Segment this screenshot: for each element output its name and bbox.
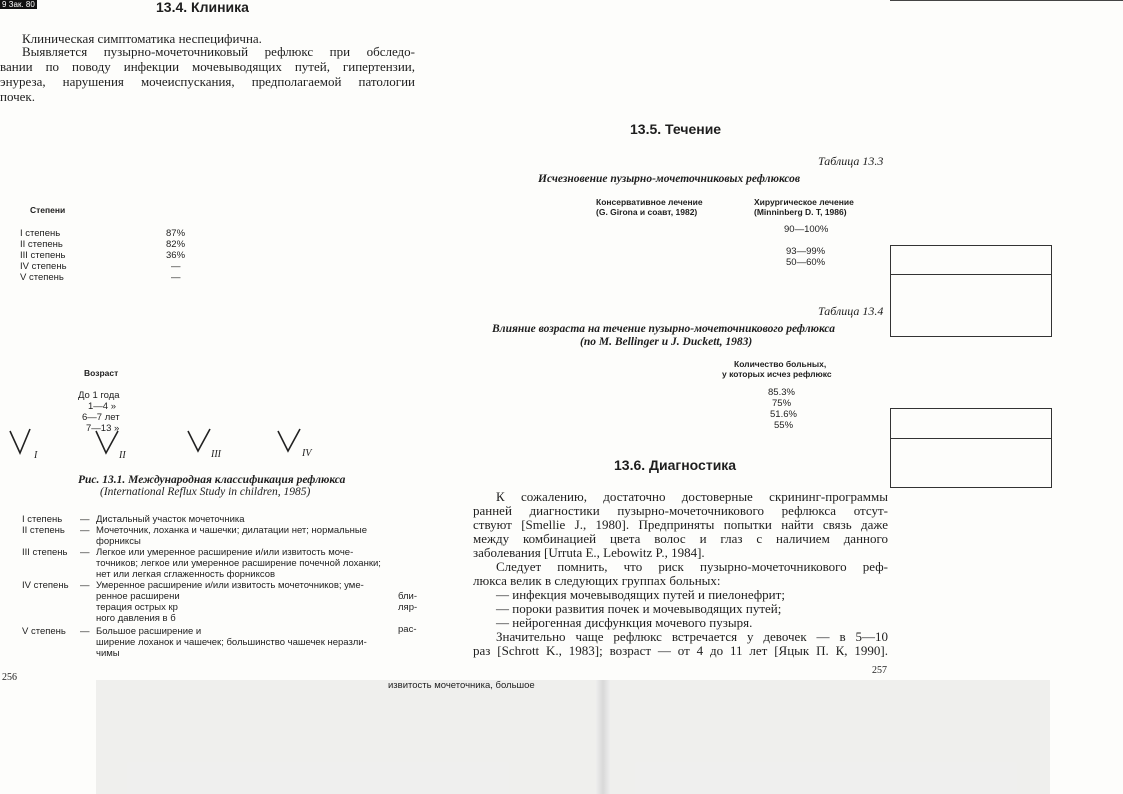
table-13-3-value: 90—100% xyxy=(784,224,829,235)
degree-label: I степень xyxy=(20,228,61,239)
paragraph-line: раз [Schrott K., 1983]; возраст — от 4 до 11 лет [Яцык П. К, 1990]. xyxy=(473,643,888,658)
legend-text: Дистальный участок мочеточника xyxy=(96,514,245,525)
table-13-4-value: 55% xyxy=(774,420,794,431)
age-table-header: Возраст xyxy=(84,368,119,378)
list-item: — нейрогенная дисфункция мочевого пузыря. xyxy=(496,615,753,630)
legend-text: форниксы xyxy=(96,536,141,547)
paragraph-line: почек. xyxy=(0,89,35,104)
table-13-4-col-sub: у которых исчез рефлюкс xyxy=(722,369,832,379)
figure-label-iii: III xyxy=(211,449,221,460)
paragraph-line: заболевания [Urruta E., Lebowitz P., 1984]. xyxy=(473,545,705,560)
legend-text: Легкое или умеренное расширение и/или извитость моче- xyxy=(96,547,354,558)
paragraph-line: ранней диагностики пузырно-мочеточникового рефлюкса отсут- xyxy=(473,503,888,518)
degree-table-header: Степени xyxy=(30,205,66,215)
table-13-4-col-head: Количество больных, xyxy=(734,359,827,369)
legend-grade: II степень xyxy=(22,525,65,536)
table-frame-upper xyxy=(890,245,1052,337)
legend-text: чимы xyxy=(96,648,120,659)
table-13-4-value: 85.3% xyxy=(768,387,795,398)
table-13-3-col1-sub: (G. Girona и соавт, 1982) xyxy=(596,207,698,217)
degree-label: V степень xyxy=(20,272,64,283)
paragraph-line: энуреза, нарушения мочеиспускания, предполагаемой патологии xyxy=(0,74,415,89)
bottom-fragment-text: извитость мочеточника, большое xyxy=(388,680,535,691)
page-stamp: 9 Зак. 80 xyxy=(2,0,35,9)
table-13-4-subtitle: (по M. Bellinger и J. Duckett, 1983) xyxy=(580,336,753,348)
table-frame-lower xyxy=(890,408,1052,488)
legend-grade: V степень xyxy=(22,626,66,637)
table-13-4-title: Влияние возраста на течение пузырно-мочеточникового рефлюкса xyxy=(492,323,835,335)
paragraph-line: люкса велик в следующих группах больных: xyxy=(473,573,721,588)
ureter-sketch-iii xyxy=(188,429,210,451)
legend-text: Мочеточник, лоханка и чашечки; дилатации нет; нормальные xyxy=(96,525,368,536)
figure-label-i: I xyxy=(34,450,38,461)
page-gutter xyxy=(596,680,610,794)
table-13-3-value: 93—99% xyxy=(786,246,826,257)
figure-label-iv: IV xyxy=(302,448,312,459)
legend-grade: IV степень xyxy=(22,580,69,591)
table-13-4-value: 75% xyxy=(772,398,792,409)
table-frame-lower-divider xyxy=(890,438,1052,439)
top-rule xyxy=(890,0,1123,1)
table-13-3-col2-sub: (Minninberg D. T, 1986) xyxy=(754,207,847,217)
degree-label: IV степень xyxy=(20,261,67,272)
legend-text: терация острых кр xyxy=(96,602,178,613)
list-item: — пороки развития почек и мочевыводящих путей; xyxy=(496,601,782,616)
table-13-4-value: 51.6% xyxy=(770,409,797,420)
legend-fragment: ляр- xyxy=(398,602,418,613)
list-item: — инфекция мочевыводящих путей и пиелонефрит; xyxy=(496,587,785,602)
figure-label-ii: II xyxy=(119,450,126,461)
paragraph-line: вании по поводу инфекции мочевыводящих путей, гипертензии, xyxy=(0,59,415,74)
table-13-3-value: 50—60% xyxy=(786,257,826,268)
ureter-sketch-i xyxy=(10,429,30,453)
table-frame-divider xyxy=(890,274,1052,275)
age-row: 1—4 » xyxy=(88,401,116,412)
degree-label: II степень xyxy=(20,239,63,250)
legend-dash: — xyxy=(80,525,90,536)
table-13-3-label: Таблица 13.3 xyxy=(818,154,884,168)
paragraph-line: между комбинацией цвета волос и глаз с наличием данного xyxy=(473,531,888,546)
figure-caption: Рис. 13.1. Международная классификация рефлюкса xyxy=(78,474,346,486)
legend-text: ного давления в б xyxy=(96,613,176,624)
legend-grade: I степень xyxy=(22,514,63,525)
legend-text: нет или легкая сглаженность форниксов xyxy=(96,569,276,580)
age-row: До 1 года xyxy=(78,390,120,401)
paragraph-line: Клиническая симптоматика неспецифична. xyxy=(22,31,262,46)
legend-dash: — xyxy=(80,514,90,525)
paragraph-line: Выявляется пузырно-мочеточниковый рефлюкс при обследо- xyxy=(22,44,415,59)
legend-fragment: рас- xyxy=(398,624,417,635)
degree-value: — xyxy=(171,261,181,272)
legend-text: точников; легкое или умеренное расширение почечной лоханки; xyxy=(96,558,381,569)
legend-text: ренное расширени xyxy=(96,591,180,602)
reflux-grade-figure xyxy=(0,425,330,465)
table-13-3-title: Исчезновение пузырно-мочеточниковых рефлюксов xyxy=(538,173,801,185)
paragraph-line: ствуют [Smellie J., 1980]. Предприняты попытки найти связь даже xyxy=(473,517,888,532)
table-13-3-col2-head: Хирургическое лечение xyxy=(754,197,854,207)
degree-label: III степень xyxy=(20,250,66,261)
legend-dash: — xyxy=(80,547,90,558)
degree-value: 36% xyxy=(166,250,186,261)
age-row: 6—7 лет xyxy=(82,412,120,423)
bleed-through-left xyxy=(96,680,596,794)
legend-grade: III степень xyxy=(22,547,68,558)
section-title-course: 13.5. Течение xyxy=(630,121,722,137)
section-title-diagnostics: 13.6. Диагностика xyxy=(614,457,737,473)
paragraph-line: Значительно чаще рефлюкс встречается у девочек — в 5—10 xyxy=(496,629,888,644)
page-number-left: 256 xyxy=(2,672,17,683)
degree-value: — xyxy=(171,272,181,283)
legend-text: Большое расширение и xyxy=(96,626,202,637)
page-number-right: 257 xyxy=(872,665,887,676)
legend-dash: — xyxy=(80,580,90,591)
figure-caption-subtitle: (International Reflux Study in children, 1985) xyxy=(100,486,311,498)
table-13-3-col1-head: Консервативное лечение xyxy=(596,197,703,207)
legend-fragment: бли- xyxy=(398,591,418,602)
bleed-through-right xyxy=(610,680,1050,794)
table-13-4-label: Таблица 13.4 xyxy=(818,304,884,318)
paragraph-line: К сожалению, достаточно достоверные скрининг-программы xyxy=(496,489,888,504)
ureter-sketch-ii xyxy=(96,431,118,453)
paragraph-line: Следует помнить, что риск пузырно-мочеточникового реф- xyxy=(496,559,888,574)
age-row: 7—13 » xyxy=(86,423,120,434)
legend-text: Умеренное расширение и/или извитость мочеточников; уме- xyxy=(96,580,364,591)
degree-value: 87% xyxy=(166,228,186,239)
degree-value: 82% xyxy=(166,239,186,250)
section-title-clinic: 13.4. Клиника xyxy=(156,0,249,15)
legend-text: ширение лоханок и чашечек; большинство чашечек неразли- xyxy=(96,637,367,648)
ureter-sketch-iv xyxy=(278,429,300,451)
legend-dash: — xyxy=(80,626,90,637)
